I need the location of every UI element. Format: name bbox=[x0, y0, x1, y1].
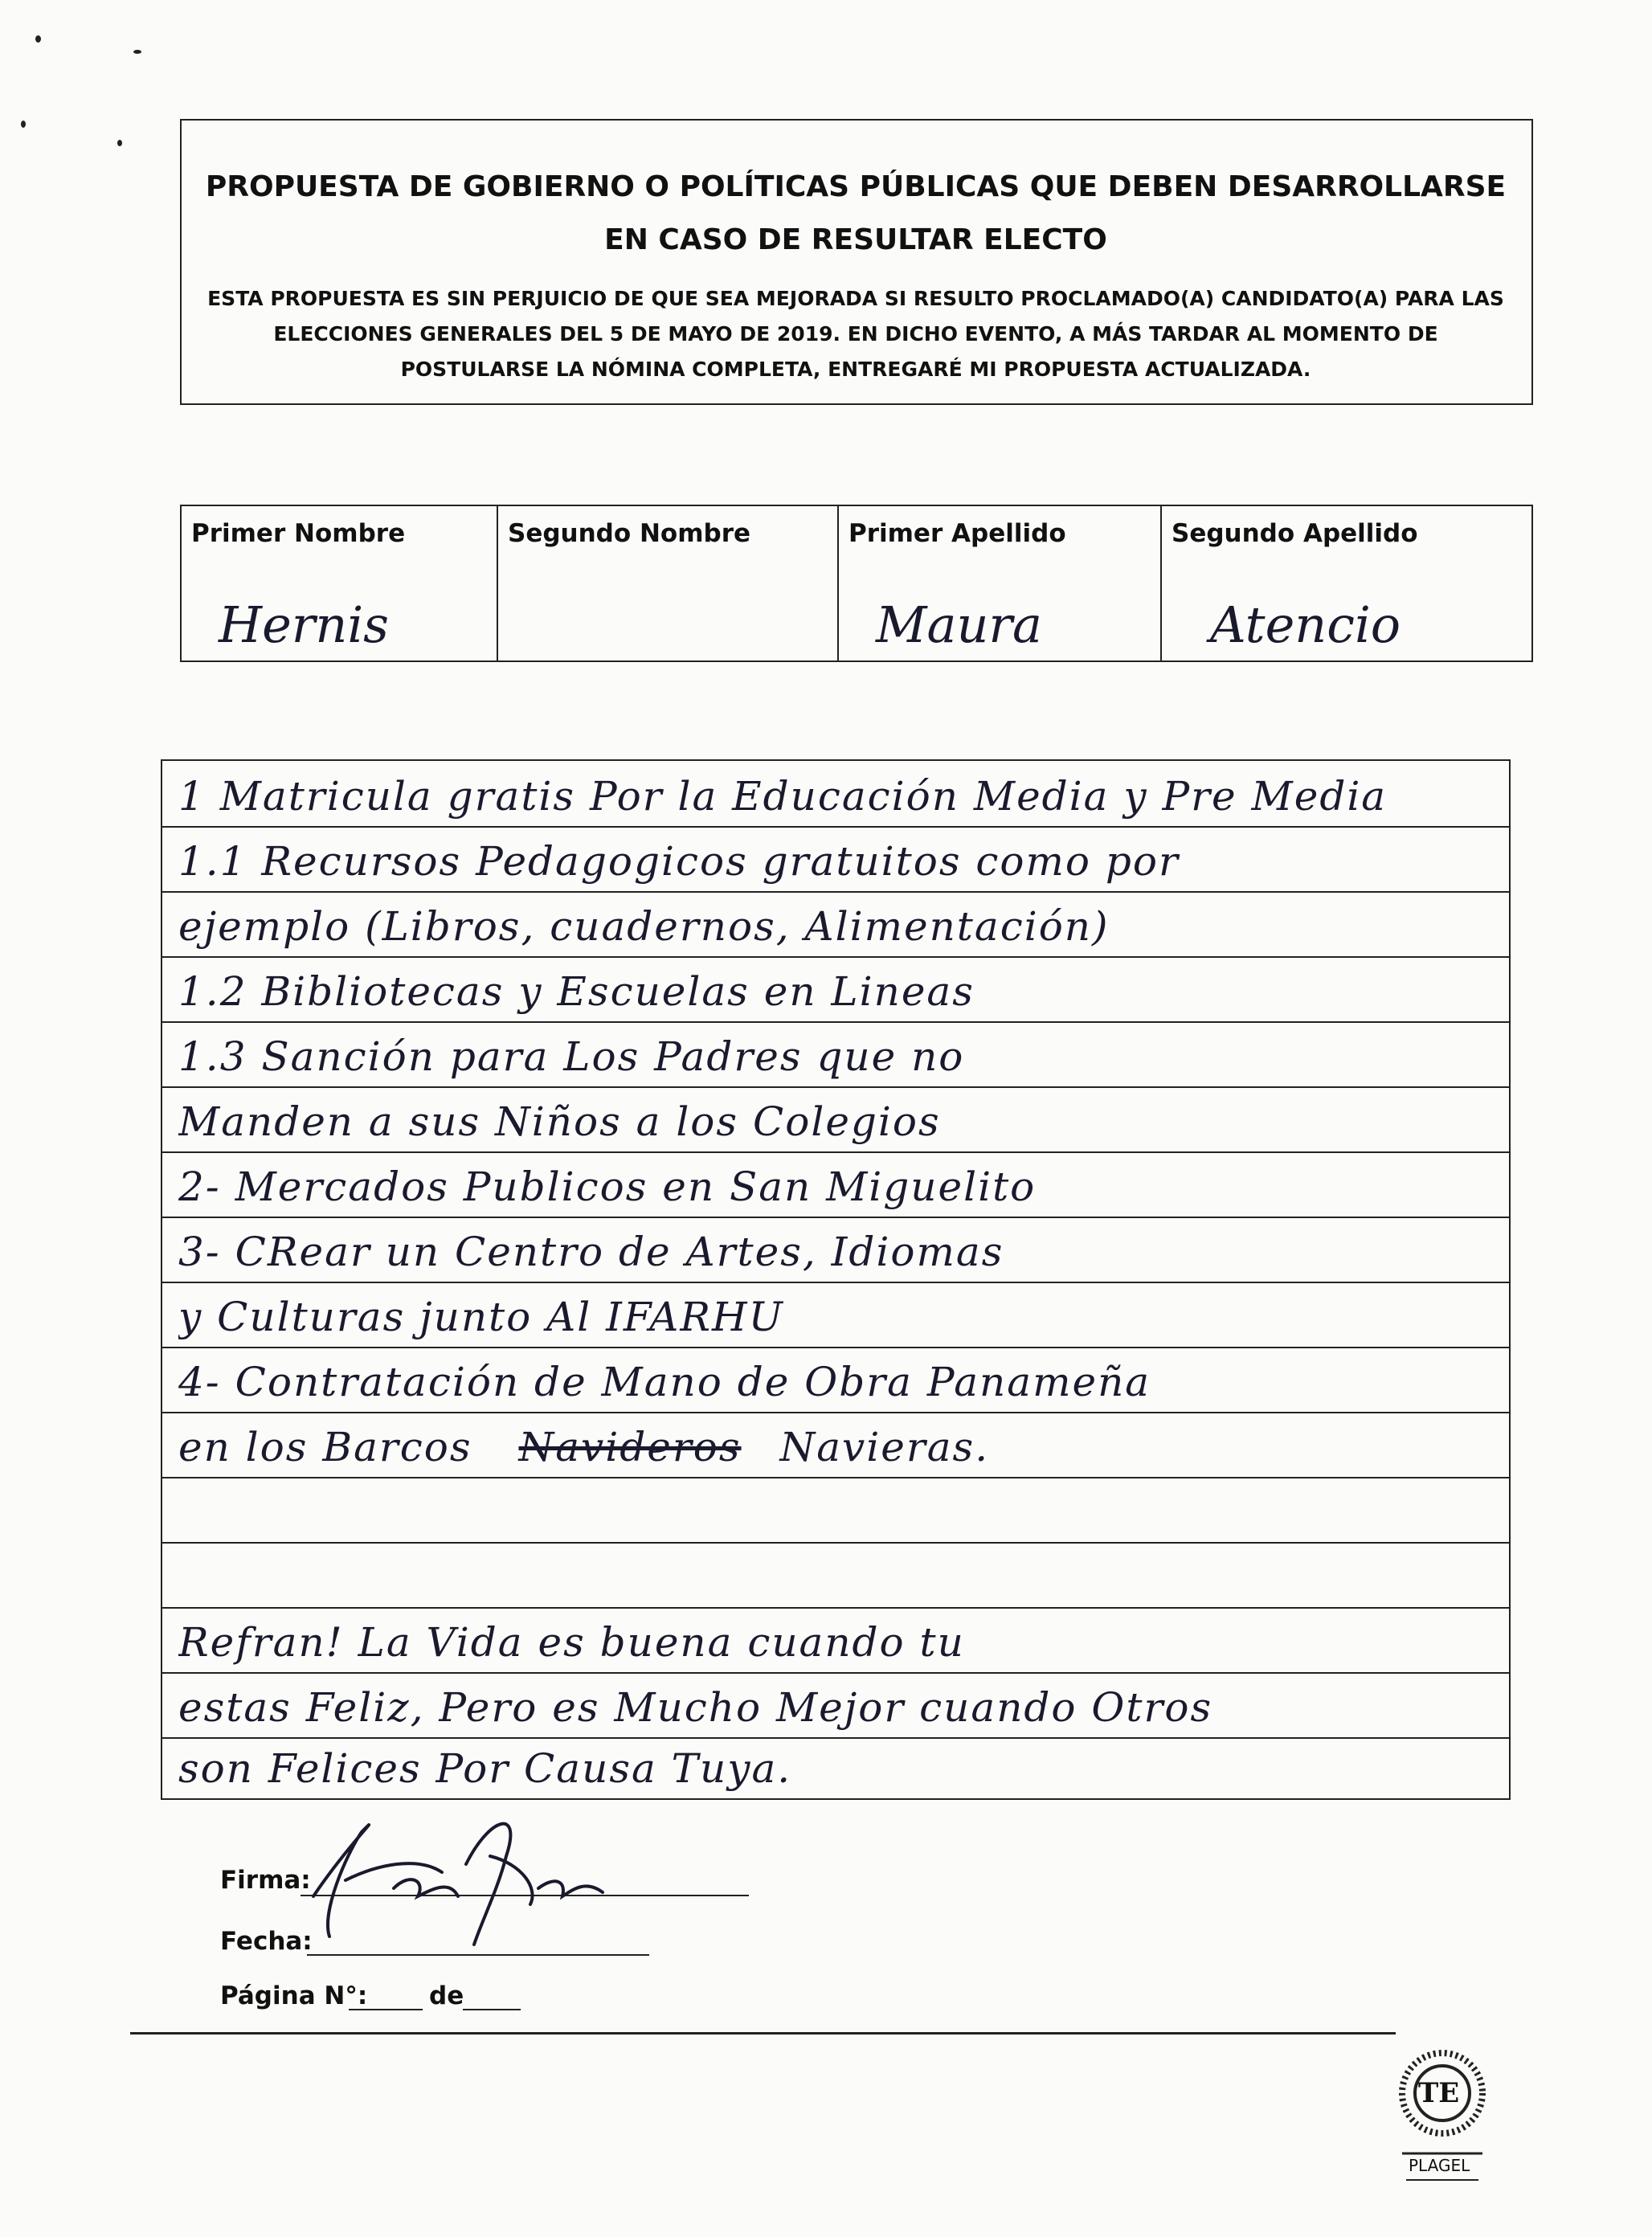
second-surname-cell bbox=[1162, 506, 1531, 660]
name-table bbox=[180, 505, 1533, 662]
proposal-line: 2- Mercados Publicos en San Miguelito bbox=[178, 1163, 1037, 1210]
ruled-line bbox=[162, 1021, 1509, 1023]
first-name-value: Hernis bbox=[219, 595, 389, 654]
ruled-line bbox=[162, 1151, 1509, 1153]
proposal-line: son Felices Por Causa Tuya. bbox=[178, 1745, 792, 1792]
ruled-line bbox=[162, 1672, 1509, 1674]
ruled-line bbox=[162, 1542, 1509, 1544]
proposal-line: ejemplo (Libros, cuadernos, Alimentación) bbox=[178, 903, 1110, 950]
struck-word: Navideros bbox=[518, 1424, 742, 1470]
fecha-line bbox=[307, 1954, 649, 1956]
proposal-line: 1.1 Recursos Pedagogicos gratuitos como por bbox=[178, 838, 1180, 885]
ruled-line bbox=[162, 1607, 1509, 1609]
proposal-line: estas Feliz, Pero es Mucho Mejor cuando Otros bbox=[178, 1684, 1213, 1731]
proposal-line: Refran! La Vida es buena cuando tu bbox=[178, 1619, 965, 1666]
first-name-cell bbox=[182, 506, 498, 660]
ruled-line bbox=[162, 1086, 1509, 1088]
plagel-brand: PLAGEL bbox=[1409, 2156, 1470, 2175]
first-surname-value: Maura bbox=[876, 595, 1042, 654]
fecha-label: Fecha: bbox=[220, 1927, 313, 1956]
second-surname-label: Segundo Apellido bbox=[1172, 519, 1418, 548]
proposal-line: 1.3 Sanción para Los Padres que no bbox=[178, 1033, 965, 1080]
proposal-box bbox=[161, 759, 1511, 1800]
signature bbox=[297, 1800, 619, 1953]
te-logo bbox=[1386, 2037, 1499, 2198]
pagina-label: Página N°: bbox=[220, 1981, 368, 2010]
proposal-line: 4- Contratación de Mano de Obra Panameña bbox=[178, 1359, 1151, 1405]
form-title: PROPUESTA DE GOBIERNO O POLÍTICAS PÚBLICAS QUE DEBEN DESARROLLARSE EN CASO DE RESULTAR ELECTO bbox=[205, 170, 1507, 256]
ruled-line bbox=[162, 1347, 1509, 1348]
firma-label: Firma: bbox=[220, 1866, 311, 1895]
ruled-line bbox=[162, 1282, 1509, 1283]
proposal-line-text: en los Barcos bbox=[178, 1424, 472, 1470]
first-surname-label: Primer Apellido bbox=[848, 519, 1066, 548]
ruled-line bbox=[162, 1217, 1509, 1218]
first-surname-cell bbox=[839, 506, 1162, 660]
ruled-line bbox=[162, 1477, 1509, 1478]
signature-scribble bbox=[297, 1800, 619, 1953]
proposal-line bbox=[178, 1424, 1496, 1470]
ruled-line bbox=[162, 956, 1509, 958]
proposal-final-word: Navieras. bbox=[779, 1424, 990, 1470]
form-notice: ESTA PROPUESTA ES SIN PERJUICIO DE QUE SEA MEJORADA SI RESULTO PROCLAMADO(A) CANDIDATO(A) PARA LAS ELECCIONES GENERALES DEL 5 DE MAYO DE 2019. EN DICHO EVENTO, A MÁS TARDAR AL MOMENTO DE POSTULARSE LA NÓMINA COMPLETA, ENTREGARÉ MI PROPUESTA ACTUALIZADA. bbox=[207, 287, 1504, 381]
de-label: de bbox=[429, 1981, 464, 2010]
proposal-line: 1 Matricula gratis Por la Educación Media y Pre Media bbox=[178, 773, 1388, 820]
total-pages-line bbox=[463, 2009, 521, 2010]
scan-speck bbox=[21, 121, 26, 128]
ruled-line bbox=[162, 1737, 1509, 1739]
bottom-rule bbox=[130, 2032, 1396, 2035]
proposal-line: Manden a sus Niños a los Colegios bbox=[178, 1098, 941, 1145]
te-mark: TE bbox=[1418, 2077, 1460, 2109]
scan-speck bbox=[117, 140, 122, 146]
ruled-line bbox=[162, 1412, 1509, 1413]
ruled-line bbox=[162, 826, 1509, 828]
second-name-cell bbox=[498, 506, 839, 660]
proposal-line: y Culturas junto Al IFARHU bbox=[178, 1294, 784, 1340]
first-name-label: Primer Nombre bbox=[191, 519, 406, 548]
second-surname-value: Atencio bbox=[1210, 595, 1401, 654]
proposal-line: 1.2 Bibliotecas y Escuelas en Lineas bbox=[178, 968, 975, 1015]
scan-speck bbox=[35, 35, 41, 43]
proposal-line: 3- CRear un Centro de Artes, Idiomas bbox=[178, 1229, 1004, 1275]
second-name-label: Segundo Nombre bbox=[508, 519, 751, 548]
pagina-line bbox=[349, 2009, 423, 2010]
ruled-line bbox=[162, 891, 1509, 893]
scan-speck bbox=[133, 50, 141, 54]
